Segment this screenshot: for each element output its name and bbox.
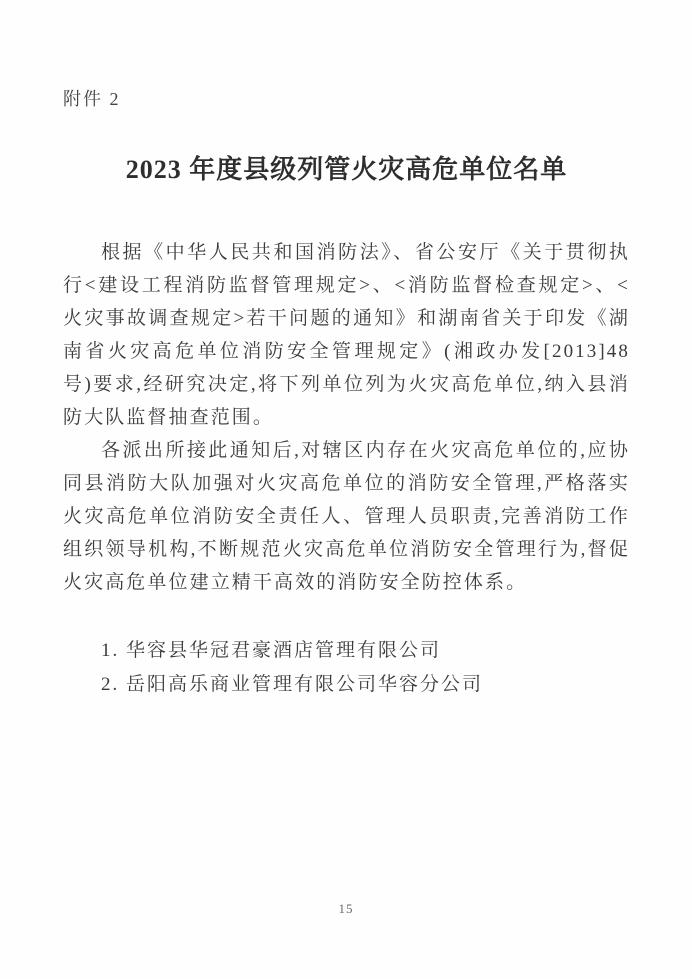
- attachment-label: 附件 2: [63, 89, 121, 109]
- paragraph-basis: 根据《中华人民共和国消防法》、省公安厅《关于贯彻执行<建设工程消防监督管理规定>、<消防监督检查规定>、<火灾事故调查规定>若干问题的通知》和湖南省关于印发《湖南省火灾高危单位消防安全管理规定》(湘政办发[2013]48 号)要求,经研究决定,将下列单位列为火灾高危单位,纳入县消防大队监督抽查范围。: [63, 242, 630, 428]
- list-item: 2. 岳阳高乐商业管理有限公司华容分公司: [101, 674, 484, 695]
- page-number: 15: [338, 901, 354, 916]
- unit-list: [63, 634, 630, 702]
- paragraph-instructions: 各派出所接此通知后,对辖区内存在火灾高危单位的,应协同县消防大队加强对火灾高危单位的消防安全管理,严格落实火灾高危单位消防安全责任人、管理人员职责,完善消防工作组织领导机构,不断规范火灾高危单位消防安全管理行为,督促火灾高危单位建立精干高效的消防安全防控体系。: [63, 440, 630, 593]
- list-item: 1. 华容县华冠君豪酒店管理有限公司: [101, 640, 442, 661]
- document-title: 2023 年度县级列管火灾高危单位名单: [125, 155, 568, 184]
